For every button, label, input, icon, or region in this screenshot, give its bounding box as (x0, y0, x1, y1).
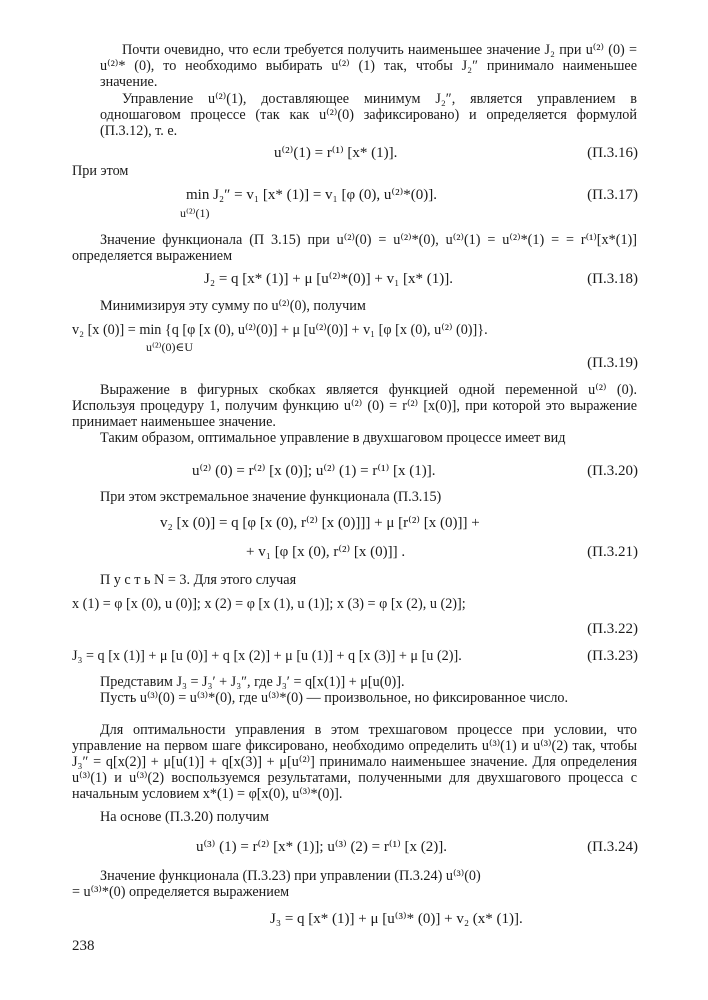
paragraph-4: Значение функционала (П 3.15) при u⁽²⁾(0) = u⁽²⁾*(0), u⁽²⁾(1) = u⁽²⁾*(1) = = r⁽¹⁾[x*(1)] определяется выражением (72, 232, 637, 264)
equation-3-23: J₃ = q [x (1)] + μ [u (0)] + q [x (2)] + μ [u (1)] + q [x (3)] + μ [u (2)]. (72, 648, 462, 664)
equation-number-3-17: (П.3.17) (587, 187, 638, 203)
equation-number-3-19: (П.3.19) (587, 355, 638, 371)
paragraph-13: На основе (П.3.20) получим (100, 809, 269, 825)
equation-final-J3: J₃ = q [x* (1)] + μ [u⁽³⁾* (0)] + v₂ (x* (1)]. (270, 911, 523, 927)
equation-number-3-23: (П.3.23) (587, 648, 638, 664)
equation-3-24: u⁽³⁾ (1) = r⁽²⁾ [x* (1)]; u⁽³⁾ (2) = r⁽¹⁾ [x (2)]. (196, 839, 447, 855)
equation-3-17: min J₂″ = v₁ [x* (1)] = v₁ [φ (0), u⁽²⁾*(0)]. (186, 187, 438, 203)
paragraph-7: Таким образом, оптимальное управление в двухшаговом процессе имеет вид (100, 430, 566, 446)
paragraph-3: При этом (72, 163, 129, 179)
paragraph-1: Почти очевидно, что если требуется получить наименьшее значение J₂ при u⁽²⁾ (0) = u⁽²⁾* (0), то необходимо выбирать u⁽²⁾ (1) так, чтобы J₂″ принимало наименьшее значение. (100, 42, 637, 90)
equation-number-3-16: (П.3.16) (587, 145, 638, 161)
equation-3-21-line-2: + v₁ [φ [x (0), r⁽²⁾ [x (0)]] . (246, 544, 406, 560)
equation-number-3-20: (П.3.20) (587, 463, 638, 479)
paragraph-8: При этом экстремальное значение функционала (П.3.15) (100, 489, 442, 505)
equation-3-21-line-1: v₂ [x (0)] = q [φ [x (0), r⁽²⁾ [x (0)]]] + μ [r⁽²⁾ [x (0)]] + (160, 515, 480, 531)
paragraph-11: Пусть u⁽³⁾(0) = u⁽³⁾*(0), где u⁽³⁾*(0) — произвольное, но фиксированное число. (100, 690, 569, 706)
equation-number-3-21: (П.3.21) (587, 544, 638, 560)
paragraph-2: Управление u⁽²⁾(1), доставляющее минимум J₂″, является управлением в одношаговом процессе (так как u⁽²⁾(0) зафиксировано) и определяется формулой (П.3.12), т. е. (100, 91, 637, 139)
equation-3-17-subscript: u⁽²⁾(1) (180, 206, 210, 220)
equation-number-3-22: (П.3.22) (587, 621, 638, 637)
paragraph-9: П у с т ь N = 3. Для этого случая (100, 572, 297, 588)
paragraph-10: Представим J₃ = J₃′ + J₃″, где J₃′ = q[x(1)] + μ[u(0)]. (100, 674, 405, 690)
paragraph-14: Значение функционала (П.3.23) при управлении (П.3.24) u⁽³⁾(0) = u⁽³⁾*(0) определяется выражением (72, 868, 481, 900)
page-number: 238 (72, 938, 95, 954)
paragraph-12: Для оптимальности управления в этом трехшаговом процессе при условии, что управление на первом шаге фиксировано, необходимо определить u⁽³⁾(1) и u⁽³⁾(2) так, чтобы J₃″ = q[x(2)] + μ[u(1)] + q[x(3)] + μ[u⁽²⁾] принимало наименьшее значение. Для определения u⁽³⁾(1) и u⁽³⁾(2) воспользуемся результатами, полученными для двухшагового процесса с начальным условием x*(1) = φ[x(0), u⁽³⁾*(0)]. (72, 722, 637, 802)
paragraph-6: Выражение в фигурных скобках является функцией одной переменной u⁽²⁾ (0). Используя процедуру 1, получим функцию u⁽²⁾ (0) = r⁽²⁾ [x(0)], при которой это выражение принимает наименьшее значение. (72, 382, 637, 430)
equation-number-3-24: (П.3.24) (587, 839, 638, 855)
equation-number-3-18: (П.3.18) (587, 271, 638, 287)
equation-3-19-subscript: u⁽²⁾(0)∈U (146, 340, 194, 354)
equation-3-18: J₂ = q [x* (1)] + μ [u⁽²⁾*(0)] + v₁ [x* (1)]. (204, 271, 454, 287)
equation-3-22: x (1) = φ [x (0), u (0)]; x (2) = φ [x (1), u (1)]; x (3) = φ [x (2), u (2)]; (72, 596, 466, 612)
equation-3-16: u⁽²⁾(1) = r⁽¹⁾ [x* (1)]. (274, 145, 398, 161)
equation-3-20: u⁽²⁾ (0) = r⁽²⁾ [x (0)]; u⁽²⁾ (1) = r⁽¹⁾ [x (1)]. (192, 463, 436, 479)
paragraph-5: Минимизируя эту сумму по u⁽²⁾(0), получим (100, 298, 366, 314)
equation-3-19: v₂ [x (0)] = min {q [φ [x (0), u⁽²⁾(0)] + μ [u⁽²⁾(0)] + v₁ [φ [x (0), u⁽²⁾ (0)]}. (72, 322, 488, 338)
